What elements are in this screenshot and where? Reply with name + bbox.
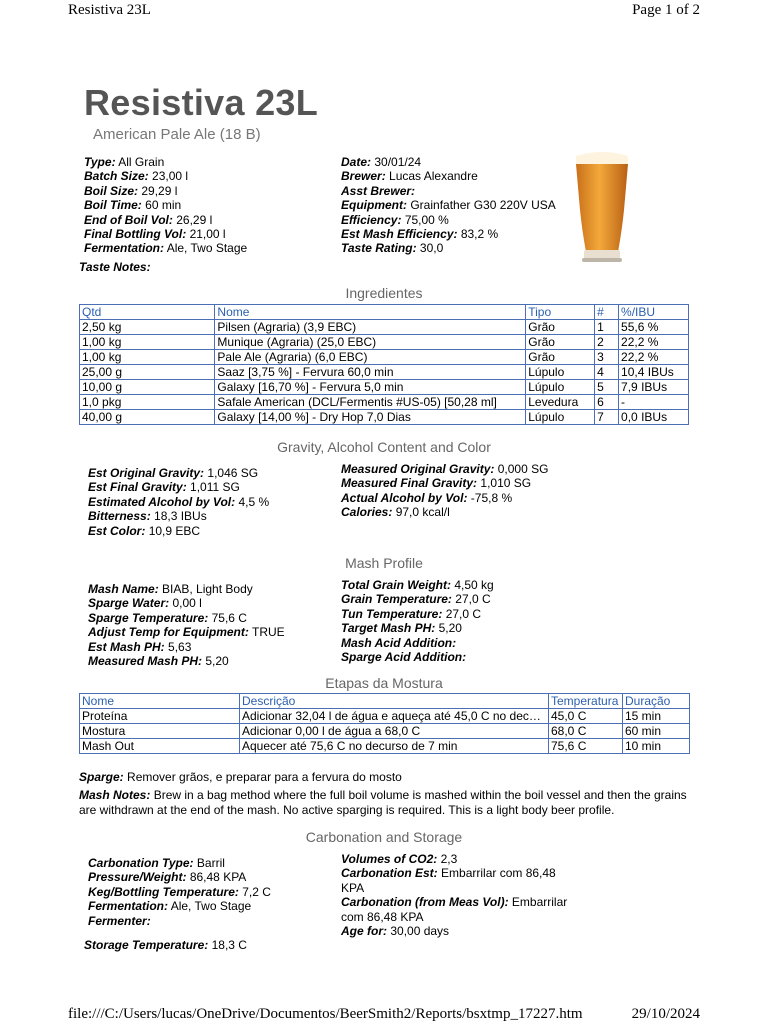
recipe-info-left (84, 155, 247, 256)
field-value: 30,0 (419, 241, 444, 256)
field-value: 1,046 SG (207, 466, 259, 480)
field-label: Adjust Temp for Equipment: (88, 625, 249, 640)
field-value: 27,0 C (455, 592, 491, 607)
storage-temperature (84, 938, 247, 952)
mash-notes-label: Mash Notes: (79, 788, 151, 802)
table-cell: Safale American (DCL/Fermentis #US-05) [50,28 ml] (215, 395, 526, 410)
mash-notes (79, 788, 699, 817)
table-cell: 1,00 kg (80, 350, 215, 365)
field-value: All Grain (118, 155, 165, 169)
field-value: 5,63 (168, 639, 192, 654)
table-cell: 25,00 g (80, 365, 215, 380)
ingredient-row (80, 395, 689, 410)
field-value: 60 min (145, 198, 182, 213)
field-label: Measured Final Gravity: (341, 476, 478, 491)
field-row (341, 198, 556, 212)
field-value: -75,8 % (470, 490, 513, 505)
recipe-style: American Pale Ale (18 B) (93, 126, 261, 143)
mash-notes-value: Brew in a bag method where the full boil volume is mashed within the boil vessel and then the grains are withdrawn at the end of the mash. No active sparging is required. This is a light body beer profile. (79, 788, 687, 817)
field-row (341, 169, 556, 183)
table-cell: 7 (595, 410, 619, 425)
mash-profile-heading: Mash Profile (345, 555, 423, 571)
field-label: Mash Name: (88, 582, 159, 596)
field-value: 21,00 l (189, 227, 226, 242)
field-row (88, 885, 271, 899)
table-cell: 45,0 C (549, 709, 623, 724)
mash-steps-table (79, 693, 690, 754)
mash-right (341, 578, 494, 664)
field-value: 86,48 KPA (189, 870, 247, 885)
ingredient-row (80, 410, 689, 425)
field-label: Est Original Gravity: (88, 466, 205, 480)
table-cell: 2 (595, 335, 619, 350)
field-label: Est Mash PH: (88, 639, 165, 654)
carbonation-right (341, 852, 581, 938)
field-row (341, 505, 548, 519)
field-row (88, 654, 285, 668)
field-row (84, 198, 247, 212)
table-cell: 1 (595, 320, 619, 335)
field-row (88, 466, 269, 480)
field-label: Carbonation Type: (88, 856, 194, 870)
field-row (341, 227, 556, 241)
field-label: Carbonation (from Meas Vol): (341, 895, 509, 910)
field-label: Est Final Gravity: (88, 480, 187, 495)
field-label: Estimated Alcohol by Vol: (88, 494, 236, 509)
field-value: 10,9 EBC (148, 523, 201, 538)
table-cell: 68,0 C (549, 724, 623, 739)
column-header: Descrição (240, 694, 549, 709)
field-label: Est Color: (88, 523, 146, 538)
field-row (341, 621, 494, 635)
sparge-label: Sparge: (79, 770, 124, 784)
field-label: Tun Temperature: (341, 606, 443, 621)
field-row (88, 524, 269, 538)
field-value: 97,0 kcal/l (395, 505, 450, 520)
beer-glass-image (570, 150, 634, 273)
table-cell: Lúpulo (526, 410, 595, 425)
taste-notes-label: Taste Notes: (79, 260, 151, 274)
table-cell: Pale Ale (Agraria) (6,0 EBC) (215, 350, 526, 365)
ingredients-table (79, 304, 689, 425)
ingredient-row (80, 365, 689, 380)
table-cell: Aquecer até 75,6 C no decurso de 7 min (240, 739, 549, 754)
field-value: 0,000 SG (497, 462, 549, 476)
field-label: Bitterness: (88, 509, 151, 524)
field-row (88, 596, 285, 610)
field-label: Target Mash PH: (341, 621, 436, 636)
field-value: Ale, Two Stage (170, 899, 252, 914)
table-cell: 3 (595, 350, 619, 365)
carbonation-left (88, 856, 271, 928)
field-value: 27,0 C (445, 606, 482, 621)
field-row (341, 184, 556, 198)
field-row (341, 852, 581, 866)
field-value: Embarrilar com 86,48 KPA (341, 895, 568, 924)
table-cell: 2,50 kg (80, 320, 215, 335)
column-header: Qtd (80, 305, 215, 320)
field-label: Grain Temperature: (341, 592, 452, 607)
field-row (88, 870, 271, 884)
sparge-note (79, 770, 699, 785)
field-value: 29,29 l (141, 183, 178, 198)
field-value: 75,6 C (211, 610, 247, 625)
field-label: Keg/Bottling Temperature: (88, 884, 239, 899)
field-label: Brewer: (341, 169, 386, 184)
field-row (88, 625, 285, 639)
field-value: 5,20 (438, 621, 462, 636)
table-cell: 10,00 g (80, 380, 215, 395)
ingredient-row (80, 350, 689, 365)
field-label: Sparge Temperature: (88, 610, 209, 625)
field-row (341, 607, 494, 621)
field-label: Age for: (341, 924, 387, 939)
gravity-right (341, 462, 548, 520)
table-cell: 7,9 IBUs (619, 380, 689, 395)
field-label: Sparge Acid Addition: (341, 650, 467, 665)
storage-temperature-label: Storage Temperature: (84, 938, 209, 952)
field-row (341, 650, 494, 664)
table-cell: Lúpulo (526, 380, 595, 395)
field-row (341, 924, 581, 938)
field-label: Fermenter: (88, 913, 151, 928)
field-row (341, 491, 548, 505)
ingredient-row (80, 320, 689, 335)
ingredients-header-row (80, 305, 689, 320)
field-value: 30,00 days (390, 924, 450, 939)
field-label: Fermentation: (88, 899, 169, 914)
field-row (341, 895, 581, 924)
table-cell: 4 (595, 365, 619, 380)
column-header: Nome (80, 694, 240, 709)
footer-file-path: file:///C:/Users/lucas/OneDrive/Documentos/BeerSmith2/Reports/bsxtmp_17227.htm (68, 1006, 583, 1022)
storage-temperature-value: 18,3 C (211, 938, 247, 952)
table-cell: 1,00 kg (80, 335, 215, 350)
field-value: Ale, Two Stage (166, 241, 248, 256)
field-value: 4,50 kg (454, 578, 494, 592)
table-cell: Adicionar 0,00 l de água a 68,0 C (240, 724, 549, 739)
field-value: 0,00 l (172, 596, 202, 611)
field-row (341, 462, 548, 476)
sparge-value: Remover grãos, e preparar para a fervura do mosto (127, 770, 402, 784)
field-label: End of Boil Vol: (84, 212, 173, 227)
field-label: Mash Acid Addition: (341, 635, 457, 650)
field-row (88, 495, 269, 509)
mash-step-row (80, 709, 690, 724)
table-cell: Pilsen (Agraria) (3,9 EBC) (215, 320, 526, 335)
field-row (84, 213, 247, 227)
recipe-info-right (341, 155, 556, 256)
table-cell: 22,2 % (619, 335, 689, 350)
gravity-left (88, 466, 269, 538)
field-label: Final Bottling Vol: (84, 227, 187, 242)
column-header: Temperatura (549, 694, 623, 709)
ingredient-row (80, 380, 689, 395)
field-row (88, 582, 285, 596)
field-label: Actual Alcohol by Vol: (341, 490, 468, 505)
field-value: 7,2 C (242, 884, 271, 899)
field-label: Est Mash Efficiency: (341, 227, 458, 242)
table-cell: Munique (Agraria) (25,0 EBC) (215, 335, 526, 350)
taste-notes (79, 260, 151, 274)
table-cell: Grão (526, 335, 595, 350)
field-value: 83,2 % (460, 227, 499, 242)
field-row (341, 476, 548, 490)
table-cell: 55,6 % (619, 320, 689, 335)
table-cell: Galaxy [14,00 %] - Dry Hop 7,0 Dias (215, 410, 526, 425)
field-label: Equipment: (341, 198, 407, 213)
field-row (88, 856, 271, 870)
table-cell: Mostura (80, 724, 240, 739)
table-cell: Grão (526, 320, 595, 335)
field-label: Carbonation Est: (341, 866, 438, 881)
carbonation-heading: Carbonation and Storage (305, 829, 463, 845)
field-label: Pressure/Weight: (88, 870, 187, 885)
table-cell: Lúpulo (526, 365, 595, 380)
field-row (88, 640, 285, 654)
field-row (84, 227, 247, 241)
table-cell: 15 min (623, 709, 690, 724)
mash-step-row (80, 739, 690, 754)
field-value: 1,010 SG (480, 476, 532, 491)
field-value: 75,00 % (404, 212, 449, 227)
field-value: 30/01/24 (374, 155, 422, 169)
field-row (341, 636, 494, 650)
field-row (341, 592, 494, 606)
field-row (84, 184, 247, 198)
table-cell: Adicionar 32,04 l de água e aqueça até 45,0 C no dec… (240, 709, 549, 724)
field-label: Sparge Water: (88, 596, 170, 611)
table-cell: Saaz [3,75 %] - Fervura 60,0 min (215, 365, 526, 380)
field-label: Type: (84, 155, 116, 169)
table-cell: 5 (595, 380, 619, 395)
field-row (88, 480, 269, 494)
field-value: 23,00 l (152, 169, 189, 184)
table-cell: 22,2 % (619, 350, 689, 365)
table-cell: Proteína (80, 709, 240, 724)
table-cell: 10 min (623, 739, 690, 754)
field-label: Measured Original Gravity: (341, 462, 495, 476)
column-header: Duração (623, 694, 690, 709)
field-value: 26,29 l (176, 212, 213, 227)
field-row (341, 155, 556, 169)
mash-steps-heading: Etapas da Mostura (325, 675, 443, 691)
table-cell: 40,00 g (80, 410, 215, 425)
field-row (341, 213, 556, 227)
field-label: Batch Size: (84, 169, 149, 184)
field-label: Measured Mash PH: (88, 654, 203, 669)
field-label: Efficiency: (341, 212, 402, 227)
field-label: Boil Size: (84, 183, 139, 198)
field-label: Volumes of CO2: (341, 852, 438, 866)
table-cell: Galaxy [16,70 %] - Fervura 5,0 min (215, 380, 526, 395)
field-label: Calories: (341, 505, 393, 520)
field-label: Boil Time: (84, 198, 142, 213)
field-value: Lucas Alexandre (389, 169, 478, 184)
field-label: Asst Brewer: (341, 183, 416, 198)
field-value: 4,5 % (238, 494, 270, 509)
ingredients-heading: Ingredientes (345, 285, 423, 301)
field-label: Fermentation: (84, 241, 165, 256)
field-row (341, 866, 581, 895)
table-cell: Levedura (526, 395, 595, 410)
field-row (88, 509, 269, 523)
field-value: 1,011 SG (190, 480, 240, 495)
field-row (341, 578, 494, 592)
field-label: Taste Rating: (341, 241, 417, 256)
column-header: Nome (215, 305, 526, 320)
recipe-title: Resistiva 23L (84, 82, 319, 123)
table-cell: 1,0 pkg (80, 395, 215, 410)
field-label: Total Grain Weight: (341, 578, 451, 592)
field-value: Barril (196, 856, 225, 870)
field-row (88, 611, 285, 625)
mash-left (88, 582, 285, 668)
field-value: TRUE (252, 625, 285, 640)
table-cell: 6 (595, 395, 619, 410)
column-header: %/IBU (619, 305, 689, 320)
page-number: Page 1 of 2 (632, 2, 700, 18)
table-cell: 75,6 C (549, 739, 623, 754)
field-value: BIAB, Light Body (162, 582, 253, 596)
gravity-heading: Gravity, Alcohol Content and Color (277, 439, 491, 455)
footer-date: 29/10/2024 (631, 1006, 700, 1022)
field-row (84, 155, 247, 169)
page-header-title: Resistiva 23L (68, 2, 151, 18)
table-cell: Grão (526, 350, 595, 365)
field-value: 2,3 (440, 852, 458, 866)
column-header: # (595, 305, 619, 320)
field-row (341, 241, 556, 255)
field-row (88, 899, 271, 913)
field-value: Embarrilar com 86,48 KPA (341, 866, 556, 895)
field-row (88, 914, 271, 928)
column-header: Tipo (526, 305, 595, 320)
mash-steps-header-row (80, 694, 690, 709)
table-cell: 0,0 IBUs (619, 410, 689, 425)
field-value: Grainfather G30 220V USA (410, 198, 556, 213)
field-row (84, 241, 247, 255)
mash-step-row (80, 724, 690, 739)
table-cell: 10,4 IBUs (619, 365, 689, 380)
table-cell: 60 min (623, 724, 690, 739)
field-label: Date: (341, 155, 372, 169)
table-cell: - (619, 395, 689, 410)
ingredient-row (80, 335, 689, 350)
field-row (84, 169, 247, 183)
table-cell: Mash Out (80, 739, 240, 754)
field-value: 5,20 (205, 654, 229, 669)
field-value: 18,3 IBUs (154, 509, 207, 524)
